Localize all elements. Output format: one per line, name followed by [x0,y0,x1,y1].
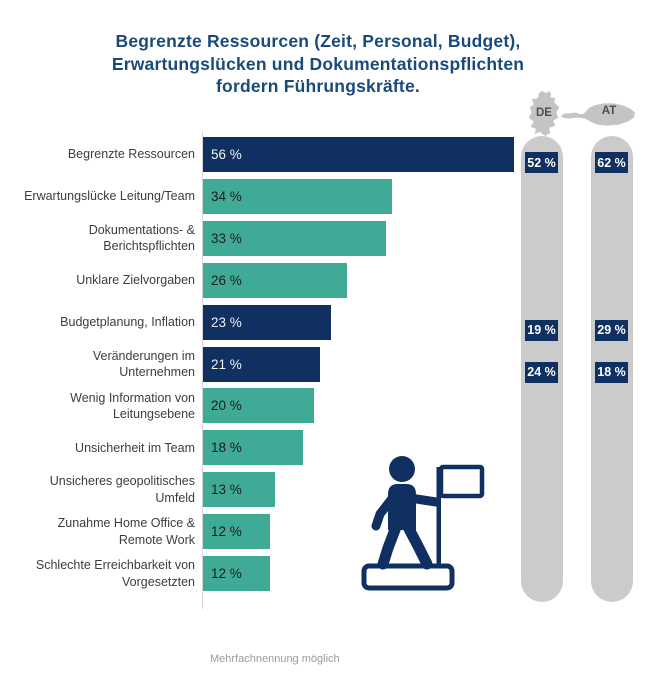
bar [203,137,514,172]
bar [203,388,314,423]
at-value-badge: 18 % [595,362,628,383]
category-label: Unklare Zielvorgaben [76,273,195,288]
category-label: Budgetplanung, Inflation [60,314,195,329]
bar [203,179,392,214]
bar-value-label: 18 % [211,440,242,456]
de-value-badge: 52 % [525,152,558,173]
bar-value-label: 12 % [211,524,242,540]
bar-value-label: 34 % [211,188,242,204]
chart-row [0,388,670,423]
footnote: Mehrfachnennung möglich [210,653,340,665]
chart-row [0,347,670,382]
category-label: Zunahme Home Office & Remote Work [57,516,195,547]
chart-row [0,430,670,465]
chart-row [0,221,670,256]
chart-row [0,514,670,549]
bar-value-label: 26 % [211,272,242,288]
bar [203,556,270,591]
bar [203,430,303,465]
title-line-1: Begrenzte Ressourcen (Zeit, Personal, Budget), [115,31,521,51]
bar [203,221,386,256]
page-title [0,30,636,98]
germany-map-icon [527,90,561,136]
bar-value-label: 33 % [211,230,242,246]
at-value-badge: 62 % [595,152,628,173]
bar-value-label: 13 % [211,482,242,498]
category-label: Erwartungslücke Leitung/Team [24,189,195,204]
chart-row [0,263,670,298]
title-line-2: Erwartungslücken und Dokumentationspflichten [111,53,525,74]
bar-value-label: 20 % [211,398,242,414]
category-label: Begrenzte Ressourcen [67,147,195,162]
bar-value-label: 23 % [211,314,242,330]
title-line-3: fordern Führungskräfte. [216,76,420,96]
germany-code-label: DE [536,107,552,119]
bar [203,514,270,549]
de-value-badge: 24 % [525,362,558,383]
bar [203,305,331,340]
category-label: Dokumentations- & Berichtspflichten [88,223,195,254]
bar-value-label: 12 % [211,566,242,581]
chart-row [0,137,670,172]
bar [203,472,275,507]
bar-value-label: 56 % [211,147,242,162]
chart-row [0,305,670,340]
bar-value-label: 21 % [211,356,242,372]
austria-code-label: AT [601,105,617,117]
category-label: Wenig Information von Leitungsebene [70,390,195,421]
bar [203,347,320,382]
category-label: Unsicheres geopolitisches Umfeld [49,474,195,505]
category-label: Veränderungen im Unternehmen [92,348,195,379]
austria-map-icon [561,103,636,127]
chart-row [0,472,670,507]
person-with-flag-icon [350,440,500,610]
de-value-badge: 19 % [525,320,558,341]
category-label: Unsicherheit im Team [75,440,195,455]
chart-row [0,179,670,214]
chart-row [0,556,670,591]
at-value-badge: 29 % [595,320,628,341]
category-label: Schlechte Erreichbarkeit von Vorgesetzten [35,558,195,589]
bar [203,263,347,298]
